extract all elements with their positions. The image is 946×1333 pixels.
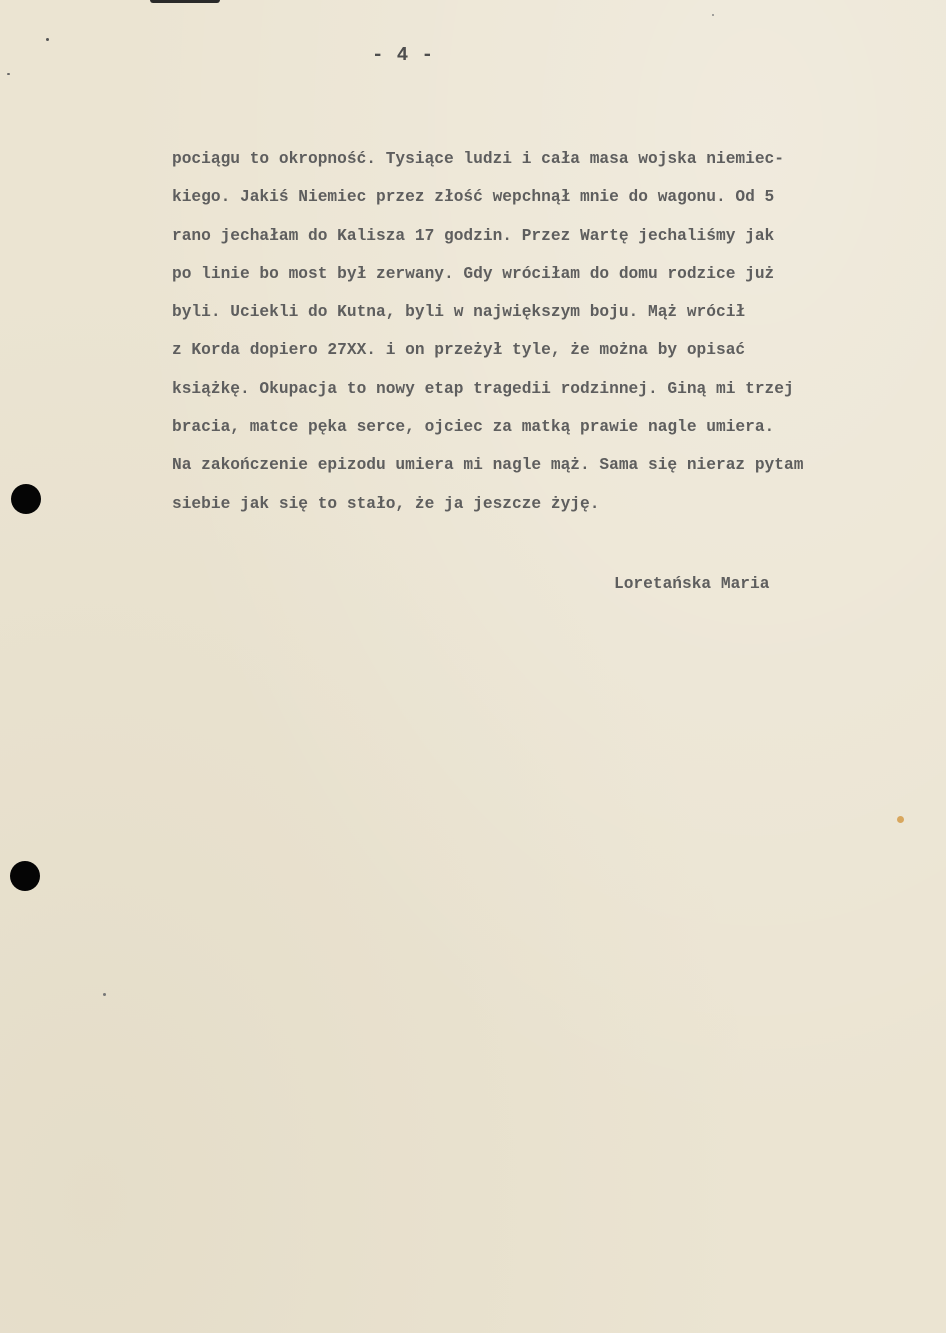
text-line: kiego. Jakiś Niemiec przez złość wepchnął mnie do wagonu. Od 5 [172,188,775,207]
paper-speck [897,816,904,823]
text-line: z Korda dopiero 27XX. i on przeżył tyle, że można by opisać [172,341,746,360]
text-line: bracia, matce pęka serce, ojciec za matką prawie nagle umiera. [172,418,775,437]
paper-speck [712,14,714,16]
signature: Loretańska Maria [614,575,770,593]
text-line: siebie jak się to stało, że ja jeszcze żyję. [172,494,600,513]
paper-speck [46,38,49,41]
text-line: rano jechałam do Kalisza 17 godzin. Przez Wartę jechaliśmy jak [172,226,775,245]
paper-speck [103,993,106,996]
page-number: - 4 - [372,44,435,66]
punch-hole-bottom [10,861,40,891]
paper-speck [7,73,10,75]
text-line: Na zakończenie epizodu umiera mi nagle mąż. Sama się nieraz pytam [172,456,804,475]
page-top-edge-mark [150,0,220,3]
text-line: byli. Uciekli do Kutna, byli w największym boju. Mąż wrócił [172,303,746,322]
text-line: książkę. Okupacja to nowy etap tragedii rodzinnej. Giną mi trzej [172,379,794,398]
text-line: pociągu to okropność. Tysiące ludzi i cała masa wojska niemiec- [172,150,784,168]
punch-hole-top [11,484,41,514]
body-text [172,140,942,523]
text-line: po linie bo most był zerwany. Gdy wróciłam do domu rodzice już [172,264,775,283]
